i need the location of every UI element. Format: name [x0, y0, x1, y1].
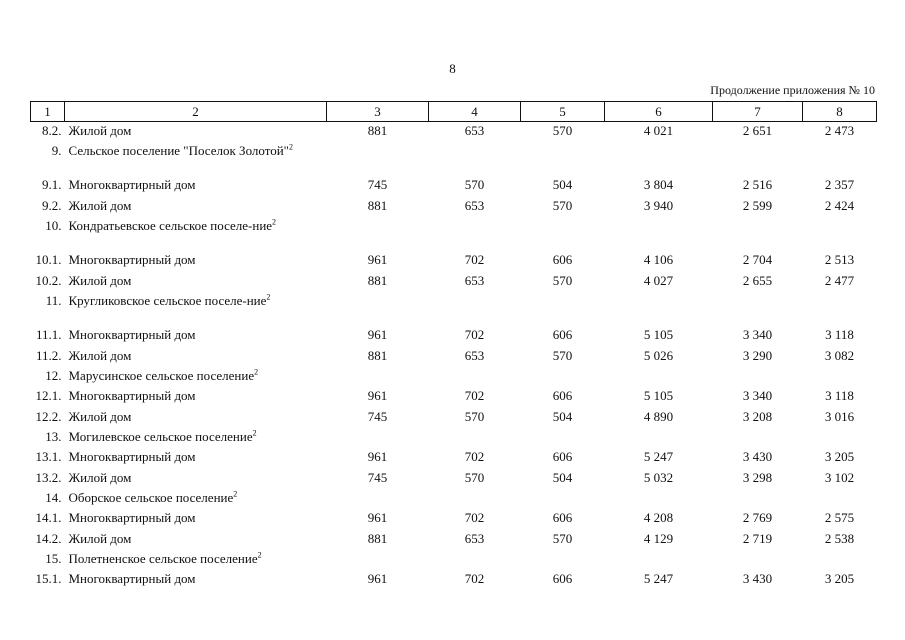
row-value: 3 118	[825, 327, 854, 342]
row-value: 3 430	[742, 571, 773, 586]
section-row	[31, 551, 877, 570]
table-row	[31, 251, 877, 272]
row-value: 653	[464, 123, 485, 138]
row-value: 2 473	[824, 123, 855, 138]
empty-cell	[429, 293, 521, 326]
row-value: 606	[552, 510, 573, 525]
row-value: 504	[552, 409, 573, 424]
row-value: 702	[464, 510, 485, 525]
section-name-text: Полетненское сельское поселение	[68, 551, 258, 566]
row-value: 5 105	[643, 327, 674, 342]
row-name: Жилой дом	[68, 348, 132, 363]
row-value: 881	[367, 123, 388, 138]
row-value: 2 575	[824, 510, 855, 525]
empty-cell	[429, 490, 521, 509]
section-number: 9.	[51, 143, 62, 158]
header-cell: 3	[327, 102, 429, 122]
empty-cell	[605, 143, 713, 176]
row-value: 3 340	[742, 327, 773, 342]
row-value: 2 538	[824, 531, 855, 546]
row-value: 653	[464, 531, 485, 546]
row-name: Жилой дом	[68, 123, 132, 138]
row-value: 881	[367, 198, 388, 213]
header-cell: 6	[605, 102, 713, 122]
empty-cell	[713, 143, 803, 176]
row-value: 570	[552, 198, 573, 213]
row-value: 5 026	[643, 348, 674, 363]
row-number: 14.1.	[35, 510, 62, 525]
row-value: 702	[464, 327, 485, 342]
empty-cell	[327, 218, 429, 251]
row-number: 15.1.	[35, 571, 62, 586]
row-number: 8.2.	[42, 123, 62, 138]
section-name-text: Кругликовское сельское поселе-ние	[68, 293, 267, 308]
row-value: 4 106	[643, 252, 674, 267]
row-value: 4 027	[643, 273, 674, 288]
row-value: 570	[552, 123, 573, 138]
row-value: 961	[367, 449, 388, 464]
row-number: 12.2.	[35, 409, 62, 424]
section-number: 11.	[45, 293, 62, 308]
section-row	[31, 293, 877, 326]
row-value: 4 129	[643, 531, 674, 546]
row-value: 2 516	[742, 177, 773, 192]
empty-cell	[605, 551, 713, 570]
row-number: 11.2.	[35, 348, 62, 363]
section-name	[65, 218, 327, 251]
footnote-marker: 2	[266, 292, 271, 302]
row-value: 881	[367, 273, 388, 288]
empty-cell	[429, 429, 521, 448]
section-name	[65, 143, 327, 176]
empty-cell	[429, 368, 521, 387]
row-value: 3 804	[643, 177, 674, 192]
empty-cell	[521, 368, 605, 387]
row-name: Многоквартирный дом	[68, 449, 196, 464]
empty-cell	[713, 368, 803, 387]
row-value: 961	[367, 252, 388, 267]
row-number: 12.1.	[35, 388, 62, 403]
section-name	[65, 368, 327, 387]
row-value: 653	[464, 273, 485, 288]
empty-cell	[327, 143, 429, 176]
table-row	[31, 509, 877, 530]
table-row	[31, 570, 877, 591]
row-value: 961	[367, 327, 388, 342]
row-value: 3 298	[742, 470, 773, 485]
row-value: 745	[367, 177, 388, 192]
footnote-marker: 2	[289, 142, 293, 152]
section-name	[65, 429, 327, 448]
row-value: 5 247	[643, 449, 674, 464]
row-value: 653	[464, 198, 485, 213]
row-value: 881	[367, 348, 388, 363]
section-name	[65, 293, 327, 326]
row-value: 3 118	[825, 388, 854, 403]
row-name: Многоквартирный дом	[68, 510, 196, 525]
row-value: 5 105	[643, 388, 674, 403]
section-name-text: Кондратьевское сельское поселе-ние	[68, 218, 273, 233]
empty-cell	[327, 551, 429, 570]
row-value: 3 016	[824, 409, 855, 424]
empty-cell	[713, 551, 803, 570]
table-row	[31, 408, 877, 429]
row-value: 3 290	[742, 348, 773, 363]
table-row	[31, 197, 877, 218]
row-value: 2 357	[824, 177, 855, 192]
table-row	[31, 387, 877, 408]
empty-cell	[605, 429, 713, 448]
empty-cell	[521, 490, 605, 509]
tariff-table	[30, 101, 877, 591]
row-value: 570	[464, 409, 485, 424]
empty-cell	[327, 293, 429, 326]
empty-cell	[521, 143, 605, 176]
section-row	[31, 143, 877, 176]
empty-cell	[605, 218, 713, 251]
row-number: 13.2.	[35, 470, 62, 485]
table-body	[31, 122, 877, 592]
row-value: 570	[552, 348, 573, 363]
row-name: Многоквартирный дом	[68, 327, 196, 342]
empty-cell	[605, 293, 713, 326]
row-value: 3 205	[824, 449, 855, 464]
header-cell: 7	[713, 102, 803, 122]
empty-cell	[521, 293, 605, 326]
row-value: 2 424	[824, 198, 855, 213]
section-name-text: Могилевское сельское поселение	[68, 429, 253, 444]
row-value: 606	[552, 327, 573, 342]
empty-cell	[713, 429, 803, 448]
row-value: 702	[464, 252, 485, 267]
row-value: 2 513	[824, 252, 855, 267]
header-cell: 1	[31, 102, 65, 122]
empty-cell	[803, 368, 877, 387]
row-name: Жилой дом	[68, 409, 132, 424]
row-value: 2 704	[742, 252, 773, 267]
row-value: 2 651	[742, 123, 773, 138]
empty-cell	[521, 551, 605, 570]
row-number: 10.1.	[35, 252, 62, 267]
row-value: 504	[552, 470, 573, 485]
row-number: 9.2.	[42, 198, 62, 213]
section-name	[65, 490, 327, 509]
row-number: 9.1.	[42, 177, 62, 192]
table-row	[31, 448, 877, 469]
section-row	[31, 368, 877, 387]
page-number: 8	[449, 61, 456, 76]
row-value: 3 205	[824, 571, 855, 586]
empty-cell	[605, 490, 713, 509]
row-value: 961	[367, 510, 388, 525]
section-name	[65, 551, 327, 570]
empty-cell	[803, 490, 877, 509]
row-value: 4 021	[643, 123, 674, 138]
empty-cell	[429, 551, 521, 570]
row-value: 606	[552, 571, 573, 586]
empty-cell	[803, 293, 877, 326]
table-row	[31, 272, 877, 293]
continuation-label: Продолжение приложения № 10	[710, 83, 875, 97]
empty-cell	[803, 551, 877, 570]
footnote-marker: 2	[254, 367, 259, 377]
row-name: Многоквартирный дом	[68, 252, 196, 267]
section-number: 14.	[45, 490, 62, 505]
row-number: 13.1.	[35, 449, 62, 464]
empty-cell	[327, 368, 429, 387]
header-cell: 5	[521, 102, 605, 122]
row-value: 2 477	[824, 273, 855, 288]
row-value: 606	[552, 388, 573, 403]
header-row	[31, 102, 877, 122]
section-row	[31, 218, 877, 251]
empty-cell	[713, 490, 803, 509]
row-value: 570	[552, 273, 573, 288]
row-name: Жилой дом	[68, 470, 132, 485]
row-name: Жилой дом	[68, 198, 132, 213]
section-row	[31, 490, 877, 509]
empty-cell	[327, 429, 429, 448]
row-value: 3 102	[824, 470, 855, 485]
row-value: 606	[552, 252, 573, 267]
section-number: 13.	[45, 429, 62, 444]
footnote-marker: 2	[233, 489, 238, 499]
row-value: 2 769	[742, 510, 773, 525]
row-name: Многоквартирный дом	[68, 388, 196, 403]
row-value: 606	[552, 449, 573, 464]
row-value: 3 208	[742, 409, 773, 424]
row-value: 653	[464, 348, 485, 363]
empty-cell	[803, 218, 877, 251]
row-value: 570	[464, 470, 485, 485]
empty-cell	[713, 218, 803, 251]
section-number: 15.	[45, 551, 62, 566]
footnote-marker: 2	[272, 217, 277, 227]
empty-cell	[803, 143, 877, 176]
row-number: 14.2.	[35, 531, 62, 546]
empty-cell	[429, 143, 521, 176]
section-name-text: Сельское поселение "Поселок Золотой"	[68, 143, 289, 158]
row-value: 3 940	[643, 198, 674, 213]
table-row	[31, 122, 877, 144]
row-value: 2 655	[742, 273, 773, 288]
row-number: 10.2.	[35, 273, 62, 288]
row-value: 3 430	[742, 449, 773, 464]
row-value: 5 247	[643, 571, 674, 586]
footnote-marker: 2	[252, 428, 257, 438]
row-value: 702	[464, 571, 485, 586]
row-value: 504	[552, 177, 573, 192]
row-value: 3 340	[742, 388, 773, 403]
empty-cell	[429, 218, 521, 251]
row-value: 4 208	[643, 510, 674, 525]
header-cell: 8	[803, 102, 877, 122]
row-value: 881	[367, 531, 388, 546]
row-name: Жилой дом	[68, 531, 132, 546]
section-number: 10.	[45, 218, 62, 233]
table-row	[31, 469, 877, 490]
header-cell: 4	[429, 102, 521, 122]
empty-cell	[521, 429, 605, 448]
empty-cell	[713, 293, 803, 326]
empty-cell	[521, 218, 605, 251]
table-row	[31, 326, 877, 347]
table-row	[31, 530, 877, 551]
row-number: 11.1.	[35, 327, 62, 342]
row-value: 5 032	[643, 470, 674, 485]
table-row	[31, 176, 877, 197]
empty-cell	[327, 490, 429, 509]
row-value: 2 599	[742, 198, 773, 213]
row-value: 745	[367, 409, 388, 424]
row-name: Многоквартирный дом	[68, 177, 196, 192]
row-value: 745	[367, 470, 388, 485]
row-value: 702	[464, 388, 485, 403]
row-value: 961	[367, 388, 388, 403]
table-header	[31, 102, 877, 122]
row-value: 961	[367, 571, 388, 586]
section-name-text: Оборское сельское поселение	[68, 490, 234, 505]
row-value: 3 082	[824, 348, 855, 363]
row-value: 2 719	[742, 531, 773, 546]
empty-cell	[605, 368, 713, 387]
footnote-marker: 2	[257, 550, 262, 560]
header-cell: 2	[65, 102, 327, 122]
row-value: 702	[464, 449, 485, 464]
empty-cell	[803, 429, 877, 448]
row-name: Жилой дом	[68, 273, 132, 288]
row-value: 4 890	[643, 409, 674, 424]
row-name: Многоквартирный дом	[68, 571, 196, 586]
table-row	[31, 347, 877, 368]
section-name-text: Марусинское сельское поселение	[68, 368, 255, 383]
section-row	[31, 429, 877, 448]
row-value: 570	[464, 177, 485, 192]
section-number: 12.	[45, 368, 62, 383]
row-value: 570	[552, 531, 573, 546]
